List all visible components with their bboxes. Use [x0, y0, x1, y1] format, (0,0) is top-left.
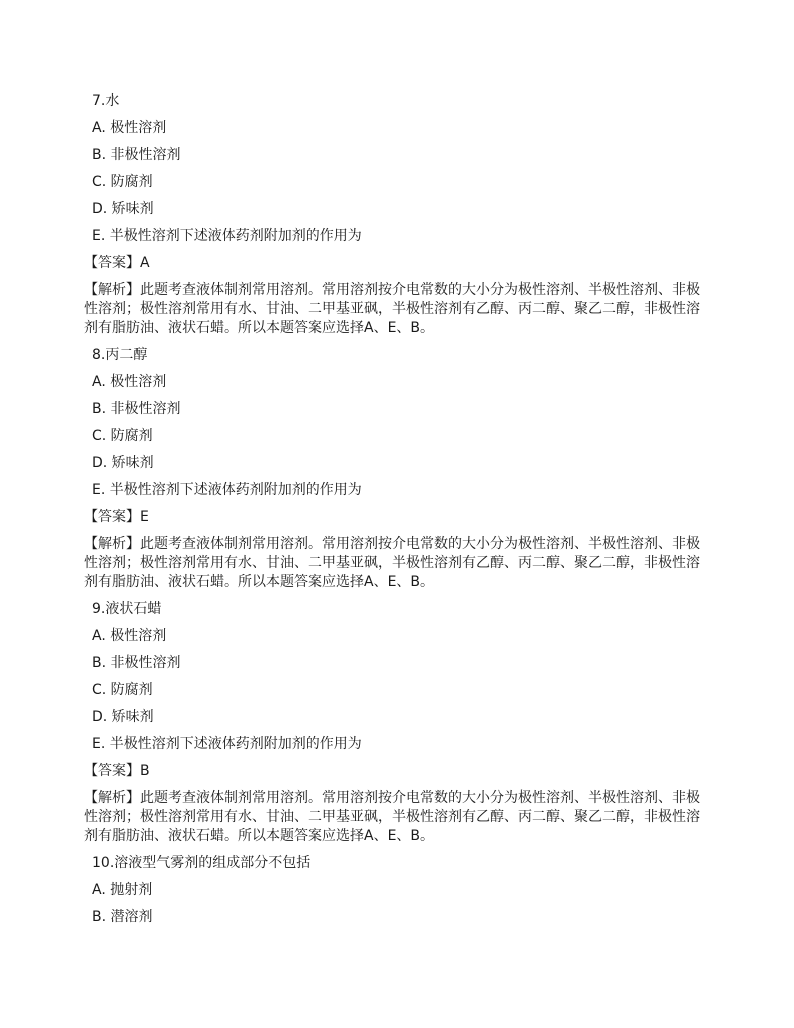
answer: 【答案】E	[84, 509, 149, 525]
option-d: D. 矫味剂	[92, 709, 154, 725]
document-page	[84, 92, 704, 935]
question-stem: 8.丙二醇	[92, 347, 148, 363]
option-e: E. 半极性溶剂下述液体药剂附加剂的作用为	[92, 228, 362, 244]
option-b: B. 非极性溶剂	[92, 655, 181, 671]
analysis: 【解析】此题考查液体制剂常用溶剂。常用溶剂按介电常数的大小分为极性溶剂、半极性溶剂、非极性溶剂；极性溶剂常用有水、甘油、二甲基亚砜，半极性溶剂有乙醇、丙二醇、聚乙二醇，非极性溶剂有脂肪油、液状石蜡。所以本题答案应选择A、E、B。	[84, 282, 700, 336]
option-b: B. 潜溶剂	[92, 909, 153, 925]
option-c: C. 防腐剂	[92, 428, 153, 444]
option-a: A. 极性溶剂	[92, 120, 167, 136]
analysis: 【解析】此题考查液体制剂常用溶剂。常用溶剂按介电常数的大小分为极性溶剂、半极性溶剂、非极性溶剂；极性溶剂常用有水、甘油、二甲基亚砜，半极性溶剂有乙醇、丙二醇、聚乙二醇，非极性溶剂有脂肪油、液状石蜡。所以本题答案应选择A、E、B。	[84, 536, 700, 590]
analysis: 【解析】此题考查液体制剂常用溶剂。常用溶剂按介电常数的大小分为极性溶剂、半极性溶剂、非极性溶剂；极性溶剂常用有水、甘油、二甲基亚砜，半极性溶剂有乙醇、丙二醇、聚乙二醇，非极性溶剂有脂肪油、液状石蜡。所以本题答案应选择A、E、B。	[84, 790, 700, 844]
question-7	[84, 92, 704, 338]
answer: 【答案】B	[84, 763, 150, 779]
question-8	[84, 346, 704, 592]
question-stem: 9.液状石蜡	[92, 601, 162, 617]
option-e: E. 半极性溶剂下述液体药剂附加剂的作用为	[92, 736, 362, 752]
question-stem: 10.溶液型气雾剂的组成部分不包括	[92, 855, 311, 871]
option-a: A. 抛射剂	[92, 882, 153, 898]
option-c: C. 防腐剂	[92, 682, 153, 698]
option-b: B. 非极性溶剂	[92, 401, 181, 417]
option-d: D. 矫味剂	[92, 201, 154, 217]
question-9	[84, 600, 704, 846]
option-e: E. 半极性溶剂下述液体药剂附加剂的作用为	[92, 482, 362, 498]
option-d: D. 矫味剂	[92, 455, 154, 471]
answer: 【答案】A	[84, 255, 150, 271]
option-c: C. 防腐剂	[92, 174, 153, 190]
option-b: B. 非极性溶剂	[92, 147, 181, 163]
option-a: A. 极性溶剂	[92, 628, 167, 644]
question-stem: 7.水	[92, 93, 120, 109]
option-a: A. 极性溶剂	[92, 374, 167, 390]
question-10	[92, 854, 704, 927]
